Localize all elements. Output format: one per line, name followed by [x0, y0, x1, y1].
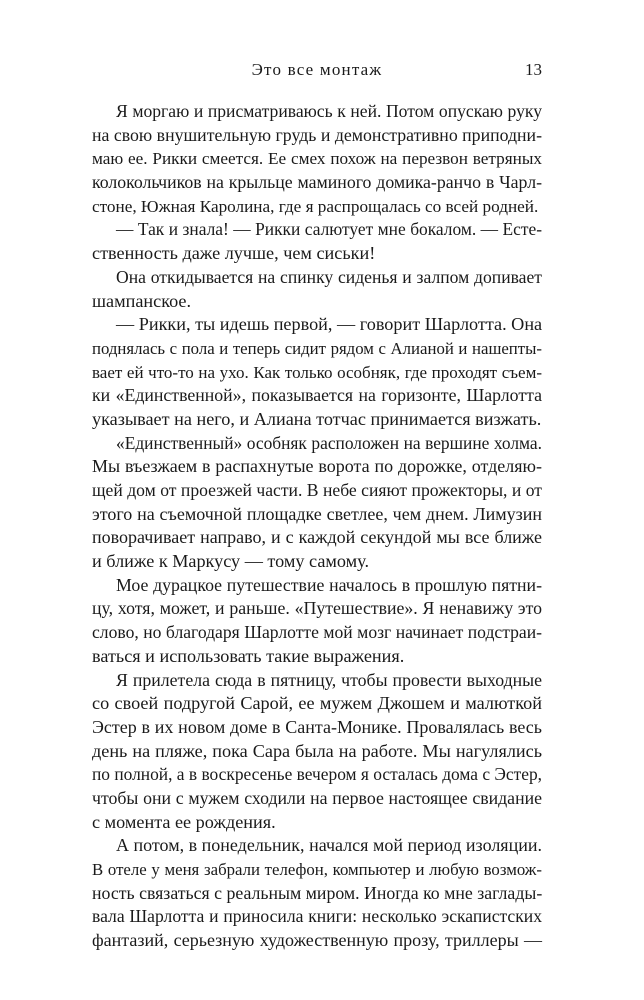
- text-line: В отеле у меня забрали телефон, компьютер и любую возмож-: [92, 860, 542, 879]
- text-line: ваться и использовать такие выражения.: [92, 645, 405, 666]
- text-line: «Единственный» особняк расположен на вершине холма.: [116, 432, 542, 453]
- text-line: поднялась с пола и теперь сидит рядом с Алианой и нашепты-: [92, 338, 542, 358]
- page-number: 13: [525, 60, 542, 79]
- text-line: вает ей что-то на ухо. Как только особняк, где проходят съем-: [92, 362, 542, 382]
- text-line: указывает на него, и Алиана тотчас принимается визжать.: [92, 408, 542, 429]
- text-line: Я прилетела сюда в пятницу, чтобы провести выходные: [116, 669, 542, 690]
- text-line: на свою внушительную грудь и демонстративно приподни-: [92, 124, 542, 145]
- running-head: [92, 60, 542, 86]
- text-line: ственность даже лучше, чем сиськи!: [92, 243, 376, 264]
- text-line: Она откидывается на спинку сиденья и залпом допивает: [116, 266, 542, 287]
- text-line: шампанское.: [92, 290, 192, 311]
- text-line: щей дом от проезжей части. В небе сияют прожекторы, и от: [92, 480, 542, 500]
- text-line: Мы въезжаем в распахнутые ворота по дорожке, отделяю-: [92, 456, 542, 477]
- text-line: цу, хотя, может, и раньше. «Путешествие». Я ненавижу это: [92, 598, 542, 619]
- running-title: Это все монтаж: [251, 60, 383, 79]
- text-line: по полной, а в воскресенье вечером я осталась дома с Эстер,: [92, 764, 542, 785]
- text-line: — Так и знала! — Рикки салютует мне бокалом. — Есте-: [116, 219, 542, 240]
- text-line: А потом, в понедельник, начался мой период изоляции.: [116, 835, 542, 856]
- text-line: слово, но благодаря Шарлотте мой мозг начинает подстраи-: [92, 622, 542, 643]
- text-line: с момента ее рождения.: [92, 811, 276, 832]
- text-line: Мое дурацкое путешествие началось в прошлую пятни-: [116, 574, 542, 595]
- text-line: — Рикки, ты идешь первой, — говорит Шарлотта. Она: [116, 314, 543, 335]
- text-line: вала Шарлотта и приносила книги: несколько эскапистских: [92, 906, 542, 927]
- text-line: этого на съемочной площадке светлее, чем днем. Лимузин: [92, 503, 542, 524]
- text-line: Эстер в их новом доме в Санта-Монике. Провалялась весь: [92, 716, 542, 737]
- text-line: колокольчиков на крыльце маминого домика-ранчо в Чарл-: [92, 172, 542, 193]
- text-line: маю ее. Рикки смеется. Ее смех похож на перезвон ветряных: [92, 149, 542, 169]
- text-line: фантазий, серьезную художественную прозу, триллеры —: [92, 930, 542, 951]
- text-line: чтобы они с мужем сходили на первое настоящее свидание: [92, 787, 542, 808]
- text-line: Я моргаю и присматриваюсь к ней. Потом опускаю руку: [116, 101, 542, 121]
- text-line: ки «Единственной», показывается на горизонте, Шарлотта: [92, 385, 542, 406]
- text-line: ность связаться с реальным миром. Иногда ко мне заглады-: [92, 882, 543, 903]
- text-line: и ближе к Маркусу — тому самому.: [92, 551, 369, 572]
- text-line: день на пляже, пока Сара была на работе. Мы нагулялись: [92, 740, 542, 761]
- text-line: стоне, Южная Каролина, где я распрощалась со всей родней.: [92, 196, 539, 216]
- text-line: поворачивает направо, и с каждой секундой мы все ближе: [92, 527, 542, 548]
- body-text: [92, 100, 542, 953]
- text-line: со своей подругой Сарой, ее мужем Джошем и малюткой: [92, 693, 542, 714]
